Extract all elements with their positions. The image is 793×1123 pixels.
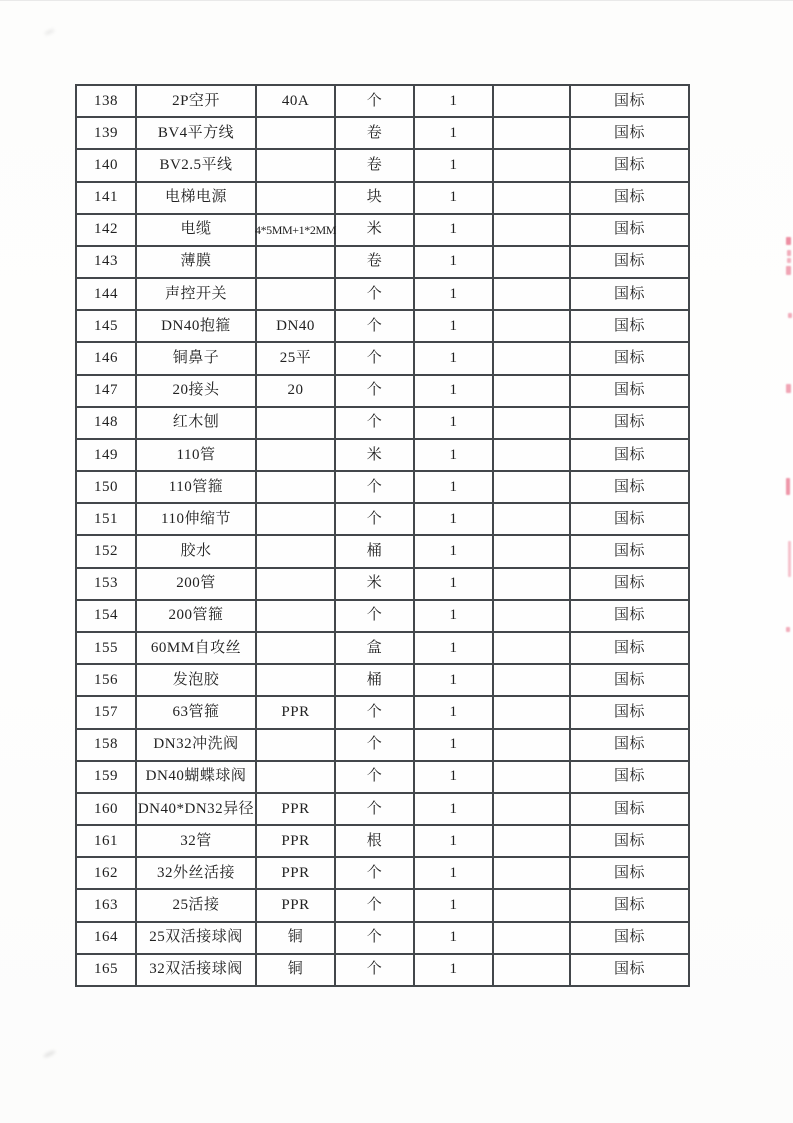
cell-standard: 国标	[571, 343, 690, 375]
cell-specification	[257, 536, 336, 568]
red-stamp-fragment	[786, 266, 791, 275]
cell-specification: 铜	[257, 955, 336, 987]
cell-row-number: 141	[77, 183, 137, 215]
red-stamp-fragment	[787, 250, 791, 256]
cell-quantity: 1	[415, 472, 494, 504]
cell-quantity: 1	[415, 601, 494, 633]
cell-quantity: 1	[415, 150, 494, 182]
cell-quantity: 1	[415, 536, 494, 568]
cell-blank	[494, 440, 571, 472]
cell-blank	[494, 504, 571, 536]
cell-item-name: 63管箍	[137, 697, 257, 729]
cell-specification	[257, 472, 336, 504]
cell-unit: 个	[336, 343, 415, 375]
cell-row-number: 157	[77, 697, 137, 729]
cell-item-name: 200管	[137, 569, 257, 601]
materials-table	[75, 84, 690, 987]
cell-quantity: 1	[415, 665, 494, 697]
cell-blank	[494, 150, 571, 182]
cell-standard: 国标	[571, 376, 690, 408]
cell-standard: 国标	[571, 472, 690, 504]
cell-specification: 40A	[257, 86, 336, 118]
cell-standard: 国标	[571, 86, 690, 118]
cell-row-number: 164	[77, 923, 137, 955]
red-stamp-fragment	[786, 478, 790, 495]
cell-item-name: 电缆	[137, 215, 257, 247]
cell-unit: 个	[336, 86, 415, 118]
cell-blank	[494, 730, 571, 762]
cell-item-name: BV4平方线	[137, 118, 257, 150]
cell-quantity: 1	[415, 697, 494, 729]
cell-specification	[257, 118, 336, 150]
cell-blank	[494, 86, 571, 118]
cell-specification: PPR	[257, 858, 336, 890]
cell-unit: 盒	[336, 633, 415, 665]
cell-standard: 国标	[571, 858, 690, 890]
cell-specification: 25平	[257, 343, 336, 375]
cell-specification: PPR	[257, 697, 336, 729]
cell-blank	[494, 343, 571, 375]
cell-standard: 国标	[571, 826, 690, 858]
cell-unit: 个	[336, 376, 415, 408]
cell-quantity: 1	[415, 923, 494, 955]
cell-quantity: 1	[415, 569, 494, 601]
cell-quantity: 1	[415, 504, 494, 536]
cell-blank	[494, 665, 571, 697]
cell-unit: 米	[336, 440, 415, 472]
cell-item-name: 胶水	[137, 536, 257, 568]
cell-unit: 块	[336, 183, 415, 215]
cell-item-name: 200管箍	[137, 601, 257, 633]
cell-standard: 国标	[571, 247, 690, 279]
red-stamp-fragment	[786, 237, 791, 245]
cell-item-name: 发泡胶	[137, 665, 257, 697]
cell-row-number: 139	[77, 118, 137, 150]
cell-standard: 国标	[571, 569, 690, 601]
cell-quantity: 1	[415, 343, 494, 375]
cell-standard: 国标	[571, 665, 690, 697]
cell-blank	[494, 633, 571, 665]
cell-item-name: 铜鼻子	[137, 343, 257, 375]
cell-row-number: 156	[77, 665, 137, 697]
cell-row-number: 161	[77, 826, 137, 858]
cell-quantity: 1	[415, 762, 494, 794]
cell-unit: 米	[336, 569, 415, 601]
cell-item-name: DN40*DN32异径	[137, 794, 257, 826]
cell-item-name: DN32冲洗阀	[137, 730, 257, 762]
cell-standard: 国标	[571, 150, 690, 182]
cell-blank	[494, 118, 571, 150]
cell-unit: 米	[336, 215, 415, 247]
cell-unit: 个	[336, 955, 415, 987]
cell-blank	[494, 762, 571, 794]
cell-standard: 国标	[571, 633, 690, 665]
cell-specification: 4*5MM+1*2MM	[257, 215, 336, 247]
cell-row-number: 147	[77, 376, 137, 408]
cell-specification	[257, 440, 336, 472]
cell-blank	[494, 279, 571, 311]
cell-row-number: 150	[77, 472, 137, 504]
cell-blank	[494, 890, 571, 922]
cell-row-number: 142	[77, 215, 137, 247]
cell-item-name: 110管	[137, 440, 257, 472]
cell-blank	[494, 183, 571, 215]
cell-specification	[257, 279, 336, 311]
cell-quantity: 1	[415, 408, 494, 440]
cell-standard: 国标	[571, 118, 690, 150]
cell-unit: 个	[336, 311, 415, 343]
cell-unit: 个	[336, 890, 415, 922]
cell-standard: 国标	[571, 697, 690, 729]
cell-item-name: 25双活接球阀	[137, 923, 257, 955]
cell-unit: 桶	[336, 536, 415, 568]
cell-blank	[494, 215, 571, 247]
cell-blank	[494, 408, 571, 440]
cell-blank	[494, 536, 571, 568]
cell-blank	[494, 247, 571, 279]
cell-standard: 国标	[571, 794, 690, 826]
cell-blank	[494, 472, 571, 504]
cell-blank	[494, 697, 571, 729]
cell-row-number: 154	[77, 601, 137, 633]
cell-quantity: 1	[415, 440, 494, 472]
cell-item-name: 声控开关	[137, 279, 257, 311]
cell-unit: 个	[336, 923, 415, 955]
cell-item-name: 110管箍	[137, 472, 257, 504]
cell-unit: 桶	[336, 665, 415, 697]
cell-blank	[494, 923, 571, 955]
cell-specification	[257, 730, 336, 762]
cell-item-name: 20接头	[137, 376, 257, 408]
cell-row-number: 144	[77, 279, 137, 311]
cell-specification	[257, 665, 336, 697]
cell-quantity: 1	[415, 376, 494, 408]
cell-row-number: 151	[77, 504, 137, 536]
cell-row-number: 138	[77, 86, 137, 118]
cell-standard: 国标	[571, 440, 690, 472]
cell-item-name: 2P空开	[137, 86, 257, 118]
red-stamp-fragment	[788, 541, 791, 577]
cell-row-number: 162	[77, 858, 137, 890]
cell-standard: 国标	[571, 730, 690, 762]
cell-item-name: BV2.5平线	[137, 150, 257, 182]
cell-item-name: 电梯电源	[137, 183, 257, 215]
cell-specification: PPR	[257, 890, 336, 922]
cell-specification	[257, 633, 336, 665]
cell-quantity: 1	[415, 311, 494, 343]
cell-item-name: 110伸缩节	[137, 504, 257, 536]
cell-unit: 个	[336, 697, 415, 729]
cell-quantity: 1	[415, 247, 494, 279]
cell-row-number: 160	[77, 794, 137, 826]
cell-quantity: 1	[415, 633, 494, 665]
cell-blank	[494, 311, 571, 343]
cell-standard: 国标	[571, 536, 690, 568]
cell-specification	[257, 504, 336, 536]
cell-row-number: 143	[77, 247, 137, 279]
cell-item-name: 25活接	[137, 890, 257, 922]
cell-quantity: 1	[415, 279, 494, 311]
cell-specification	[257, 408, 336, 440]
cell-specification	[257, 183, 336, 215]
cell-blank	[494, 376, 571, 408]
red-stamp-fragment	[788, 313, 792, 318]
red-stamp-fragment	[787, 258, 791, 263]
cell-unit: 个	[336, 858, 415, 890]
cell-row-number: 149	[77, 440, 137, 472]
cell-specification	[257, 601, 336, 633]
cell-standard: 国标	[571, 890, 690, 922]
cell-item-name: 32双活接球阀	[137, 955, 257, 987]
cell-blank	[494, 794, 571, 826]
cell-specification	[257, 247, 336, 279]
cell-standard: 国标	[571, 923, 690, 955]
cell-row-number: 159	[77, 762, 137, 794]
cell-item-name: DN40抱箍	[137, 311, 257, 343]
cell-blank	[494, 858, 571, 890]
cell-row-number: 146	[77, 343, 137, 375]
cell-standard: 国标	[571, 601, 690, 633]
cell-quantity: 1	[415, 794, 494, 826]
cell-standard: 国标	[571, 762, 690, 794]
cell-row-number: 165	[77, 955, 137, 987]
cell-item-name: 60MM自攻丝	[137, 633, 257, 665]
cell-unit: 卷	[336, 118, 415, 150]
cell-unit: 个	[336, 279, 415, 311]
cell-unit: 卷	[336, 247, 415, 279]
cell-item-name: 红木刨	[137, 408, 257, 440]
cell-row-number: 152	[77, 536, 137, 568]
cell-standard: 国标	[571, 279, 690, 311]
cell-standard: 国标	[571, 955, 690, 987]
cell-standard: 国标	[571, 215, 690, 247]
cell-standard: 国标	[571, 183, 690, 215]
red-stamp-fragment	[786, 384, 791, 393]
cell-unit: 个	[336, 504, 415, 536]
cell-quantity: 1	[415, 118, 494, 150]
cell-row-number: 140	[77, 150, 137, 182]
cell-standard: 国标	[571, 408, 690, 440]
cell-specification: DN40	[257, 311, 336, 343]
cell-row-number: 148	[77, 408, 137, 440]
cell-quantity: 1	[415, 955, 494, 987]
cell-row-number: 153	[77, 569, 137, 601]
cell-quantity: 1	[415, 890, 494, 922]
cell-standard: 国标	[571, 504, 690, 536]
cell-blank	[494, 569, 571, 601]
cell-unit: 个	[336, 472, 415, 504]
cell-unit: 个	[336, 730, 415, 762]
cell-unit: 卷	[336, 150, 415, 182]
cell-quantity: 1	[415, 730, 494, 762]
cell-specification: PPR	[257, 826, 336, 858]
cell-specification	[257, 762, 336, 794]
cell-unit: 根	[336, 826, 415, 858]
cell-specification	[257, 150, 336, 182]
cell-item-name: 32管	[137, 826, 257, 858]
cell-unit: 个	[336, 794, 415, 826]
cell-specification: 20	[257, 376, 336, 408]
cell-blank	[494, 601, 571, 633]
cell-item-name: 32外丝活接	[137, 858, 257, 890]
cell-unit: 个	[336, 601, 415, 633]
cell-row-number: 155	[77, 633, 137, 665]
cell-row-number: 145	[77, 311, 137, 343]
cell-quantity: 1	[415, 183, 494, 215]
scan-edge-line	[0, 0, 793, 1]
cell-quantity: 1	[415, 858, 494, 890]
cell-unit: 个	[336, 762, 415, 794]
cell-row-number: 158	[77, 730, 137, 762]
cell-specification: 铜	[257, 923, 336, 955]
cell-quantity: 1	[415, 826, 494, 858]
cell-specification	[257, 569, 336, 601]
cell-row-number: 163	[77, 890, 137, 922]
cell-standard: 国标	[571, 311, 690, 343]
cell-item-name: 薄膜	[137, 247, 257, 279]
cell-unit: 个	[336, 408, 415, 440]
cell-quantity: 1	[415, 86, 494, 118]
cell-blank	[494, 955, 571, 987]
red-stamp-fragment	[786, 627, 790, 632]
cell-blank	[494, 826, 571, 858]
cell-item-name: DN40蝴蝶球阀	[137, 762, 257, 794]
cell-quantity: 1	[415, 215, 494, 247]
cell-specification: PPR	[257, 794, 336, 826]
